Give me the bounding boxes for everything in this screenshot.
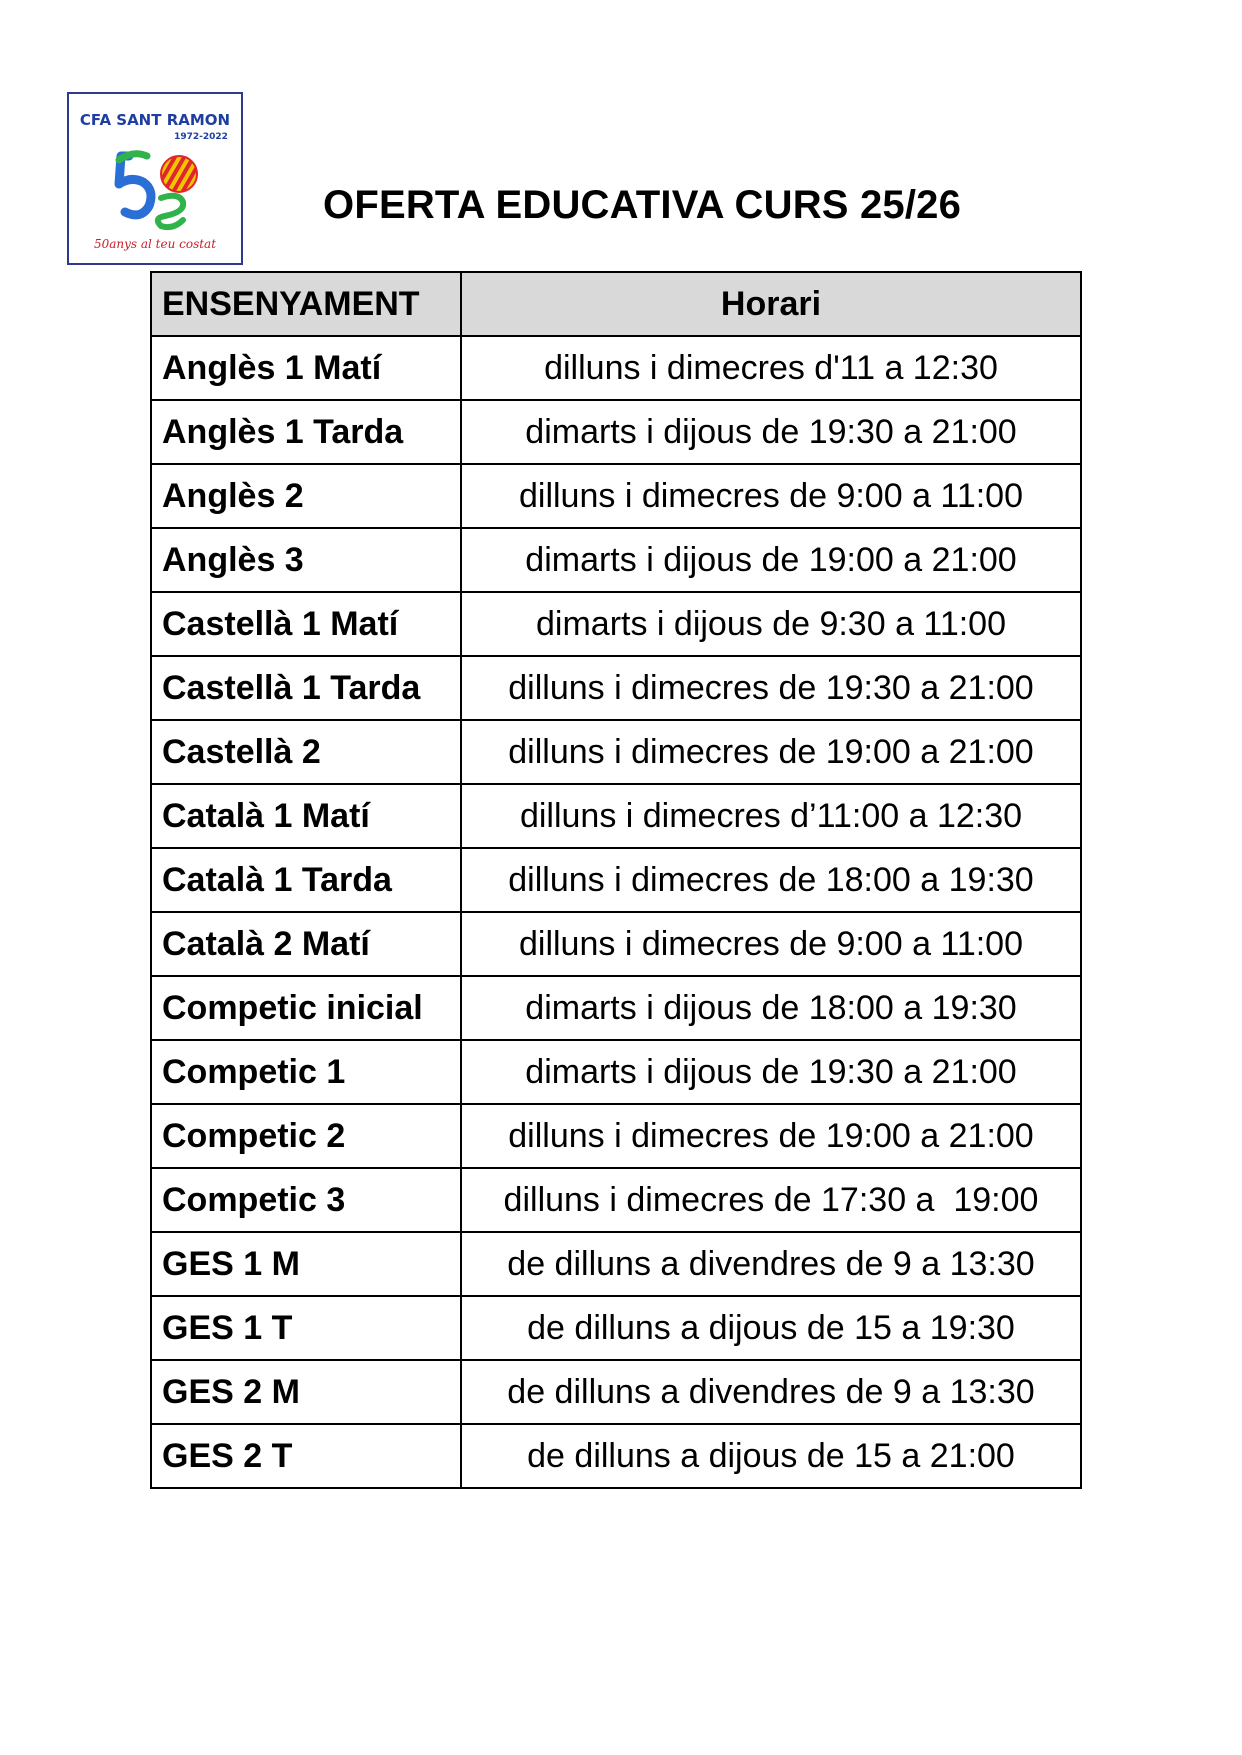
table-row xyxy=(151,784,1081,848)
course-name-cell: Competic 2 xyxy=(151,1104,461,1168)
logo-school-name: CFA SANT RAMON xyxy=(79,111,231,129)
table-row xyxy=(151,1168,1081,1232)
schedule-cell: dilluns i dimecres d'11 a 12:30 xyxy=(461,336,1081,400)
logo-graphic xyxy=(69,94,241,263)
schedule-cell: dilluns i dimecres de 19:30 a 21:00 xyxy=(461,656,1081,720)
course-name-cell: Castellà 1 Matí xyxy=(151,592,461,656)
school-logo xyxy=(67,92,243,265)
table-row xyxy=(151,848,1081,912)
course-name-cell: GES 2 T xyxy=(151,1424,461,1488)
course-name-cell: GES 1 T xyxy=(151,1296,461,1360)
course-name-cell: Català 1 Tarda xyxy=(151,848,461,912)
course-name-cell: Competic 3 xyxy=(151,1168,461,1232)
schedule-cell: de dilluns a divendres de 9 a 13:30 xyxy=(461,1360,1081,1424)
course-name-cell: Anglès 2 xyxy=(151,464,461,528)
table-row xyxy=(151,1232,1081,1296)
table-row xyxy=(151,1296,1081,1360)
schedule-cell: dilluns i dimecres de 19:00 a 21:00 xyxy=(461,1104,1081,1168)
column-header-course: ENSENYAMENT xyxy=(151,272,461,336)
course-name-cell: Castellà 2 xyxy=(151,720,461,784)
schedule-cell: dimarts i dijous de 18:00 a 19:30 xyxy=(461,976,1081,1040)
schedule-cell: dimarts i dijous de 19:00 a 21:00 xyxy=(461,528,1081,592)
schedule-cell: de dilluns a divendres de 9 a 13:30 xyxy=(461,1232,1081,1296)
course-name-cell: GES 2 M xyxy=(151,1360,461,1424)
course-name-cell: Català 2 Matí xyxy=(151,912,461,976)
schedule-cell: de dilluns a dijous de 15 a 21:00 xyxy=(461,1424,1081,1488)
table-row xyxy=(151,976,1081,1040)
schedule-cell: dilluns i dimecres de 19:00 a 21:00 xyxy=(461,720,1081,784)
table-row xyxy=(151,720,1081,784)
logo-years: 1972-2022 xyxy=(174,132,228,142)
table-row xyxy=(151,400,1081,464)
table-row xyxy=(151,1104,1081,1168)
table-row xyxy=(151,1040,1081,1104)
table-row xyxy=(151,592,1081,656)
schedule-cell: de dilluns a dijous de 15 a 19:30 xyxy=(461,1296,1081,1360)
table-row xyxy=(151,528,1081,592)
logo-tagline: 50anys al teu costat xyxy=(93,237,217,251)
course-name-cell: Castellà 1 Tarda xyxy=(151,656,461,720)
course-name-cell: Anglès 3 xyxy=(151,528,461,592)
table-row xyxy=(151,656,1081,720)
course-name-cell: GES 1 M xyxy=(151,1232,461,1296)
schedule-cell: dimarts i dijous de 9:30 a 11:00 xyxy=(461,592,1081,656)
schedule-cell: dilluns i dimecres de 9:00 a 11:00 xyxy=(461,912,1081,976)
course-name-cell: Català 1 Matí xyxy=(151,784,461,848)
course-name-cell: Anglès 1 Tarda xyxy=(151,400,461,464)
schedule-cell: dimarts i dijous de 19:30 a 21:00 xyxy=(461,400,1081,464)
schedule-cell: dilluns i dimecres de 9:00 a 11:00 xyxy=(461,464,1081,528)
schedule-cell: dilluns i dimecres d’11:00 a 12:30 xyxy=(461,784,1081,848)
course-name-cell: Competic 1 xyxy=(151,1040,461,1104)
course-name-cell: Competic inicial xyxy=(151,976,461,1040)
column-header-schedule: Horari xyxy=(461,272,1081,336)
table-row xyxy=(151,336,1081,400)
table-row xyxy=(151,912,1081,976)
course-schedule-table xyxy=(150,271,1082,1489)
schedule-cell: dilluns i dimecres de 17:30 a 19:00 xyxy=(461,1168,1081,1232)
table-header-row xyxy=(151,272,1081,336)
schedule-cell: dimarts i dijous de 19:30 a 21:00 xyxy=(461,1040,1081,1104)
logo-fifty-mark xyxy=(119,148,202,227)
course-name-cell: Anglès 1 Matí xyxy=(151,336,461,400)
page-title: OFERTA EDUCATIVA CURS 25/26 xyxy=(323,183,962,227)
table-row xyxy=(151,1424,1081,1488)
table-row xyxy=(151,464,1081,528)
schedule-cell: dilluns i dimecres de 18:00 a 19:30 xyxy=(461,848,1081,912)
table-row xyxy=(151,1360,1081,1424)
